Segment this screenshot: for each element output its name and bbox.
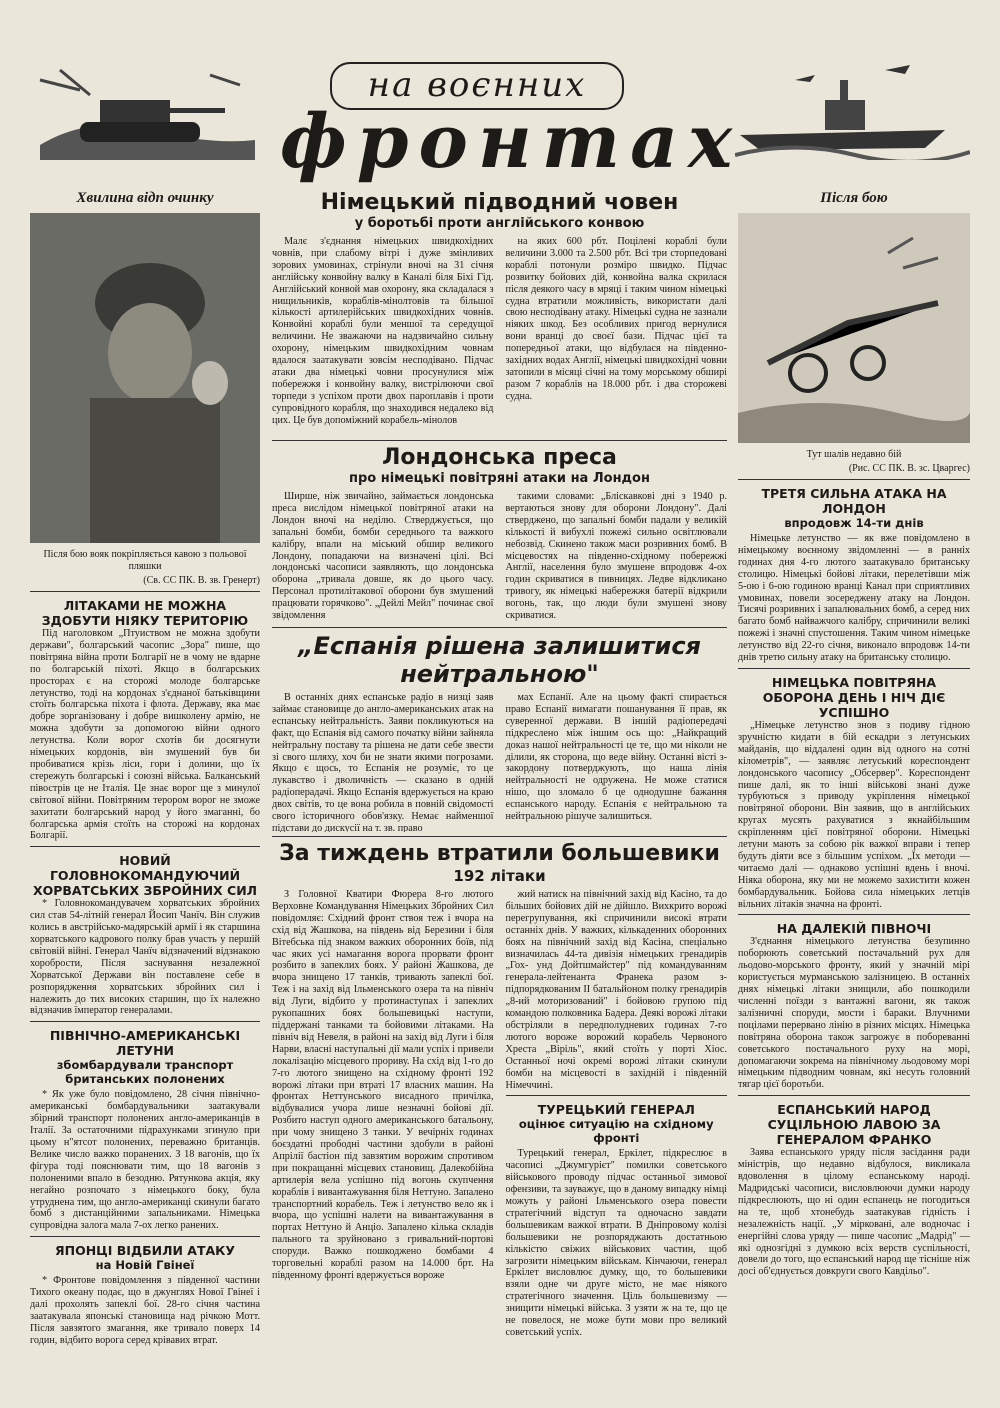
article-subheading: 192 літаки — [453, 867, 546, 885]
article-text: Турецький генерал, Еркілет, підкреслює в часописі „Джумгурієт" помилки советського військового проводу підчас останньої зимової офензиви, та зауважує, що в даному випадку німці можуть у районі Ільменського озера повести стратегічний відступ та одночасно завдати большевикам важкої втрати. В Дніпровому колізі большевики не розпоряджають достатньою кількістю свіжих військових частин, щоб загрозити німецьким військам. Кінчаючи, генерал Еркілет висловлює думку, що, то большевики взяли одне чи друге місто, не має ніякого стратегічного значення. Ціль большевизму — знищити німецькі війська. З узяти ж на те, що це не повелося, не може бути мови про великий советський успіх. — [505, 1148, 727, 1338]
article-heading: ЕСПАНСЬКИЙ НАРОД СУЦІЛЬНОЮ ЛАВОЮ ЗА ГЕНЕРАЛОМ ФРАНКО — [767, 1102, 941, 1148]
warship-illustration — [735, 60, 970, 160]
article-subheading: збомбардували транспорт британських полонених — [56, 1058, 234, 1087]
article-text: Малє з'єднання німецьких швидкохідних човнів, при слабому вітрі і дуже змінливих зорових умовинах, стрінули вночі на 31 січня англійську конвойну валку в Каналі біля Біхі Гід. Англійський конвой мав охорону, яка складалася з нищильників, кораблів-мінолтовів та більшої кількості артилерійських швидкохідних човнів. Конвойні кораблі були меншої та середущої величини. Не зважаючи на надзвичайно сильну охорону, німецьким швидкохідним човнам вдалося заатакувати зовсім несподівано. Підчас атаки два німецькі човни просунулися між побережжя і конвойну валку, вистрілюючи свої торпеди з успіхом проти двох пароплавів і проти супровідного корабля, що знаходився недалеко від цих. Це був допоміжний корабель-мінолов — [272, 236, 494, 426]
article-text: * Фронтове повідомлення з південної частини Тихого океану подає, що в джунглях Нової Гвінеї і далі прохолять запеклі бої. 28-го січня частина заатакувала японські становища над річкою Мотт. Після завзятого змагання, яке тривало поверх 14 годин, відбито ворога серед крівавих втрат. — [30, 1275, 260, 1346]
divider — [738, 1095, 970, 1096]
article-heading: За тиждень втратили большевики — [279, 841, 720, 866]
article-text: такими словами: „Бліскавкові дні з 1940 р. вертаються знову для оборони Лондону". Далі стверджено, що запальні бомби падали у великій кількості й вибухлі пожежі сильно освітлювали небозвід. Скинено також маси розривних бомб. В місцевостях на південно-східному побережжі Англії, населення було змушене впродовж 4-ох годин скриватися в пивницях. Ледве відкликано тривогу, як німецькі набережжя батерії відкрили вогонь, так, що люди були змушені знову скриватися. — [505, 491, 727, 622]
article-heading: НІМЕЦЬКА ПОВІТРЯНА ОБОРОНА ДЕНЬ І НІЧ ДІЄ УСПІШНО — [762, 674, 946, 720]
divider — [272, 836, 727, 837]
article-text: З Головної Кватири Фюрера 8-го лютого Верховне Командування Німецьких Збройних Сил повідомляє: Східний фронт ствоя теж і вчора на схід від Жашкова, на південь від Березини і біля Вітебська під знаком важких оборонних боїв, під час яких усі намагання ворога прорвати фронт розбито в запеклих боях. У районі Жашкова, де вчора знищено 17 танків, тривають запеклі бої. Теж і на захід від Ільменського озера та на північ від Луги, відбито у протинаступах і запеклих рукопашних боях большевицькі наступи, піддержані танками та бойовими літаками. На північ від Невеля, в районі на захід від Луги і біля Нарви, власні наступальні дії мали успіх і привели локалізацію місцевого прориву. На схід від 1-го до 7-го лютого знищено на східному фронті 192 ворожі літаки при втраті 17 власних машин. На фронтах Неттунського висадного причілка, відбувалися учора лише незначні бойові дії. Розбито наступ одного американського батальону, при чому знищено 3 танки. У вечірніх годинах боєздатні прободні частини здобули в районі Апрілії бастіон під завзятим ворожим спротивом при покращанні місцевих становищ. Далекобійна артилерія вела успішно під вогонь скупчення кораблів і вивантажування біля Неттуно. Запалено транспортний корабель. Теж і летунство вело як і вчора, що успішні налети на вивантажування в портах Неттуно й Анціо. Запалено кілька складів пального та зруйновано з гривальний-портові споруди. Важко пошкоджено бомбами 4 торговельні кораблі разом на 14.000 брт. На південному фронті вдержується вороже — [272, 889, 494, 1281]
article-text: З'єднання німецького летунства безупинно поборюють советський постачальний рух для льодово-морського фронту, який у значній мірі користується мурманською залізницею. В останніх днях німецькі літаки знищили, або пошкодили численні поїзди з вантажні вагони, як також залізничні споруди, мости і бараки. Влучними поцілами перервано лінію в різних місцях. Німецька повітряна оборона також загрожує в побореванні советського постачального руху на морі, допомагаючи зокрема на північному льодовому морі німецьким підводним човнам, які несуть головний тягар цієї боротьби. — [738, 936, 970, 1091]
photo-title: Після бою — [820, 190, 888, 206]
article-text: * Як уже було повідомлено, 28 січня північно-американські бомбардувальники заатакували збірний транспорт полонених англо-американців в Італії. За остаточними підрахунками згинуло при цьому н"ятсот полонених, переважно британців. Велике число важко поранених. З 18 вагонів, що їх фігура тоді пояснювати тим, що 18 вагонів з полоненими впало в безодню. Рятункова акція, яку негайно розпочато з німецького боку, була утруднена тим, що англо-американці скинули багато бомб з дистанційними запальниками. Німецька супровідна залога мала 7-ох легко ранених. — [30, 1089, 260, 1232]
article-text: Заява еспанського уряду після засідання ради міністрів, що недавно відбулося, викликала вдоволення в цілому еспанському народі. Мадридські часописи, висловлюючи думки народу підкреслюють, що ні один еспанець не погодиться на те, щоб хтонебудь заатакував гідність і незалежність нації. „У мірковані, але водночас і енергійні слова уряду — пише часопис „Мадрід" — які однозгідні з думкою всіх верств суспільності, довели до того, що еспанський народ ще тісніше ніж досі об'єднується довкруги свого Кавдільо". — [738, 1147, 970, 1278]
article-subheading: оцінює ситуацію на східному фронті — [518, 1117, 714, 1146]
divider — [30, 846, 260, 847]
photo-credit: (Св. СС ПК. В. зв. Гренерт) — [143, 575, 260, 586]
right-column — [738, 190, 970, 1390]
article-text: Німецьке летунство — як вже повідомлено в німецькому воєнному звідомленні — в ранніх годинах дня 4-го лютого заатакувало британську столицю. Німецькі бойові літаки, перелетівши між 5-ою і 6-ою годиною вранці Канал при сприятливих умовинах, повели зосереджену атаку на Лондон. Тисячі розривних і запалювальних бомб, а серед них багато бомб найважчого калібру, спричинили великі пожежі і значні спустошення. Таким чином німецьке летунство від 22-го січня, виконало впродовж 14-ти днів третю сильну атаку на британську столицю. — [738, 533, 970, 664]
article-heading: ЯПОНЦІ ВІДБИЛИ АТАКУ — [55, 1243, 235, 1259]
divider — [738, 914, 970, 915]
divider — [272, 440, 727, 441]
divider — [272, 627, 727, 628]
article-text: на яких 600 рбт. Поцілені кораблі були величини 3.000 та 2.500 рбт. Всі три сторпедовані кораблі потонули розміро швидко. Підчас розвитку бойових дій, конвойна валка скрилася після деякого часу в мряці і таким чином німецькі судна втратили можливість, використати далі свою несподівану атаку. Німецькі судна не зазнали ніяких шкод. Без особливих пригод вернулися вони вранці до своєї бази. Підчас цієї та попередньої атаки, що відбулася на південно-західних водах Англії, німецькі швидкохідні човни затопили в місяці січні на тому морському обширі разом 7 кораблів на 18.000 рбт. і два сторожеві судна. — [505, 236, 727, 402]
article-heading: ЛІТАКАМИ НЕ МОЖНА ЗДОБУТИ НІЯКУ ТЕРИТОРІЮ — [41, 598, 249, 628]
tank-illustration — [30, 60, 260, 160]
center-column — [272, 190, 727, 1390]
article-text: „Німецьке летунство знов з подиву гідною зручністю кидати в бій ескадри з летунських майданів, що віддалені один від одного на сотні кілометрів", — заявляє летуський кореспондент лондонського часопису „Обсервер". Кореспондент пише далі, як то інші військові знані дуже турбуються з приводу укріплення німецької повітряної оборони. Він заявив, що в англійських кругах мусять рахуватися з якнайбільшим скріпленням цієї повітряної оборони. Німецькі летуни мають за собою рік важкої вправи і тепер будуть діяти все з більшим успіхом. „Їх методи — читаємо далі — однаково успішні вдень і вночі. Ніяка оборона, яку ми не можемо захистити кожен бомбардувальник. Бойова сила німецьких летців вільних літаків значна на фронті. — [738, 719, 970, 910]
article-text: жий натиск на північний захід від Касіно, та до більших бойових дій не дійшло. Вихкрито ворожі перегрупування, які спричинили високі втрати останніх днів. У важких, кількаденних оборонних боях на північний захід від Касіна, спеціально визначилась 44-та дивізія німецьких гренадирів „Гох- унд Дойтшмайстер" під командуванням генерала-лейтенанта Франека разом з-підпорядкованим ІІ батальйоном полку гренадирів „8-ий моторизований" і бойовою групою під командою полковника Бадера. Деякі ворожі літаки обстріляли в передполудневих годинах 7-го лютого вороже ворожий корабель Червоного Хреста „Віріль", який стоїть у порті Хіос. Останньої ночі окремі ворожі літаки скинули бомби на місцевості в західній і південній Німеччині. — [505, 889, 727, 1091]
article-text: Під наголовком „Птуиством не можна здобути держави", болгарський часопис „Зора" пише, що повітряна війна проти Болгарії не в чому не вдарне по болгарській піхоті. Якщо в болгарських просторах є на сторожі молоде болгарське летунство, тоді на кордонах з'єднаної батьківщини стоїть болгарська піхота і флота. Державу, яка має добре зорганізовану і добре вишколену армію, не можна здобути за допомогою війни одного летунства. Коли ворог схотів би досягнути німецьких кордонів, він змушений був би пробиватися крізь ліси, гори і долини, що їх стережуть болгарські і союзні війська. Балканський півострів це не Італія. Це знає ворог ще з минулої світової війни. Повітряним терором ворог не зможе захитати болгарський народ у його змаганні, бо болгарська армія стоїть на сторожі на кордонах Болгарії. — [30, 628, 260, 842]
photo-credit: (Рис. СС ПК. В. зс. Цваргес) — [848, 463, 970, 474]
article-heading: „Еспанія рішена залишитися нейтральною" — [298, 632, 701, 688]
article-text: мах Еспанії. Але на цьому факті спирається право Еспанії вимагати пошанування її прав, як суверенної держави. В іншій радіопередачі підкреслено між іншим ось що: „Найкращий доказ нашої нейтральності це те, що ми ніколи не ділили, як сторона, що веде війну. Останні вісті з-закордону потверджують, що наша лінія нейтральності не одружена. Не може статися нішо, що зломало б це однодушне бажання еспанського народу. Еспанія є нейтральною та нейтральною рішуче залишиться. — [505, 692, 727, 823]
divider — [30, 591, 260, 592]
article-heading: НОВИЙ ГОЛОВНОКОМАНДУЮЧИЙ ХОРВАТСЬКИХ ЗБРОЙНИХ СИЛ — [32, 853, 258, 899]
article-heading: ТРЕТЯ СИЛЬНА АТАКА НА ЛОНДОН — [761, 486, 947, 516]
article-text: Ширше, ніж звичайно, займається лондонська преса вислідом німецької повітряної атаки на Лондон вночі на неділю. Стверджується, що запальні бомби, бомби середнього та важкого калібру, впали на міський обшир великого Лондону, попадаючи на визначені цілі. Всі лондонські часописи заявляють, що лондонська оборона „тривала довше, як до цього часу. Персонал протилітакової оборони був змушений працювати горячково". „Дейлі Мейл" починає свої звідомлення — [272, 491, 494, 622]
article-text: В останніх днях еспанське радіо в низці заяв займає становище до англо-американських атак на еспанську нейтральність. Заяви покликуються на факт, що Еспанія від самого початку війни зайняла нейтральну поставу та рішена не дати себе звести зі свого шляху, хоч би не знати якими погрозами. Якщо є щось, то Еспанія не розуміє, то це лукавство і дволичність — сказано в одній радіоперадачі. Якщо Еспанія вдержується на краю двох світів, то це вона робила в повній свідомості свого історичного обов'язку. Немає найменшої підстави до дискусії на т. зв. право — [272, 692, 494, 832]
article-subheading: про німецькі повітряні атаки на Лондон — [349, 471, 650, 486]
battlefield-drawing — [738, 213, 970, 443]
article-subheading: впродовж 14-ти днів — [784, 516, 924, 530]
divider — [738, 668, 970, 669]
masthead-title: фронтах — [280, 99, 743, 185]
article-heading: ПІВНІЧНО-АМЕРИКАНСЬКІ ЛЕТУНИ — [49, 1028, 241, 1059]
article-subheading: у боротьбі проти англійського конвою — [354, 216, 645, 231]
article-subheading: на Новій Гвінеї — [95, 1258, 195, 1273]
article-heading: Німецький підводний човен — [320, 190, 679, 215]
article-heading: ТУРЕЦЬКИЙ ГЕНЕРАЛ — [537, 1102, 695, 1118]
divider — [30, 1236, 260, 1237]
divider — [738, 479, 970, 480]
soldier-photo — [30, 213, 260, 543]
article-heading: НА ДАЛЕКІЙ ПІВНОЧІ — [776, 921, 932, 937]
photo-caption: Тут шалів недавно бій — [806, 449, 902, 460]
divider — [30, 1021, 260, 1022]
photo-caption: Після бою вояк покріпляється кавою з польової пляшки — [43, 549, 247, 572]
left-column — [30, 190, 260, 1390]
divider — [506, 1095, 728, 1096]
article-heading: Лондонська преса — [382, 445, 617, 470]
masthead-top: на воєнних — [330, 62, 624, 110]
photo-title: Хвилина відп очинку — [76, 190, 214, 206]
article-text: * Головнокомандувачем хорватських збройних сил став 54-літній генерал Йосип Чанїч. Він служив колись в австрійсько-мадярській армії і як старшина хорватського кадрового полку брав участь у першій світовій війні. Генерал Чанїч відзначений відзнакою хоробрости, Після заснування незалежної Хорватської Держави він поставлене себе в розпорядження хорватських збройних сил і належить до тих високих старшин, що їх належно відзначив їмператор генералами. — [30, 898, 260, 1017]
